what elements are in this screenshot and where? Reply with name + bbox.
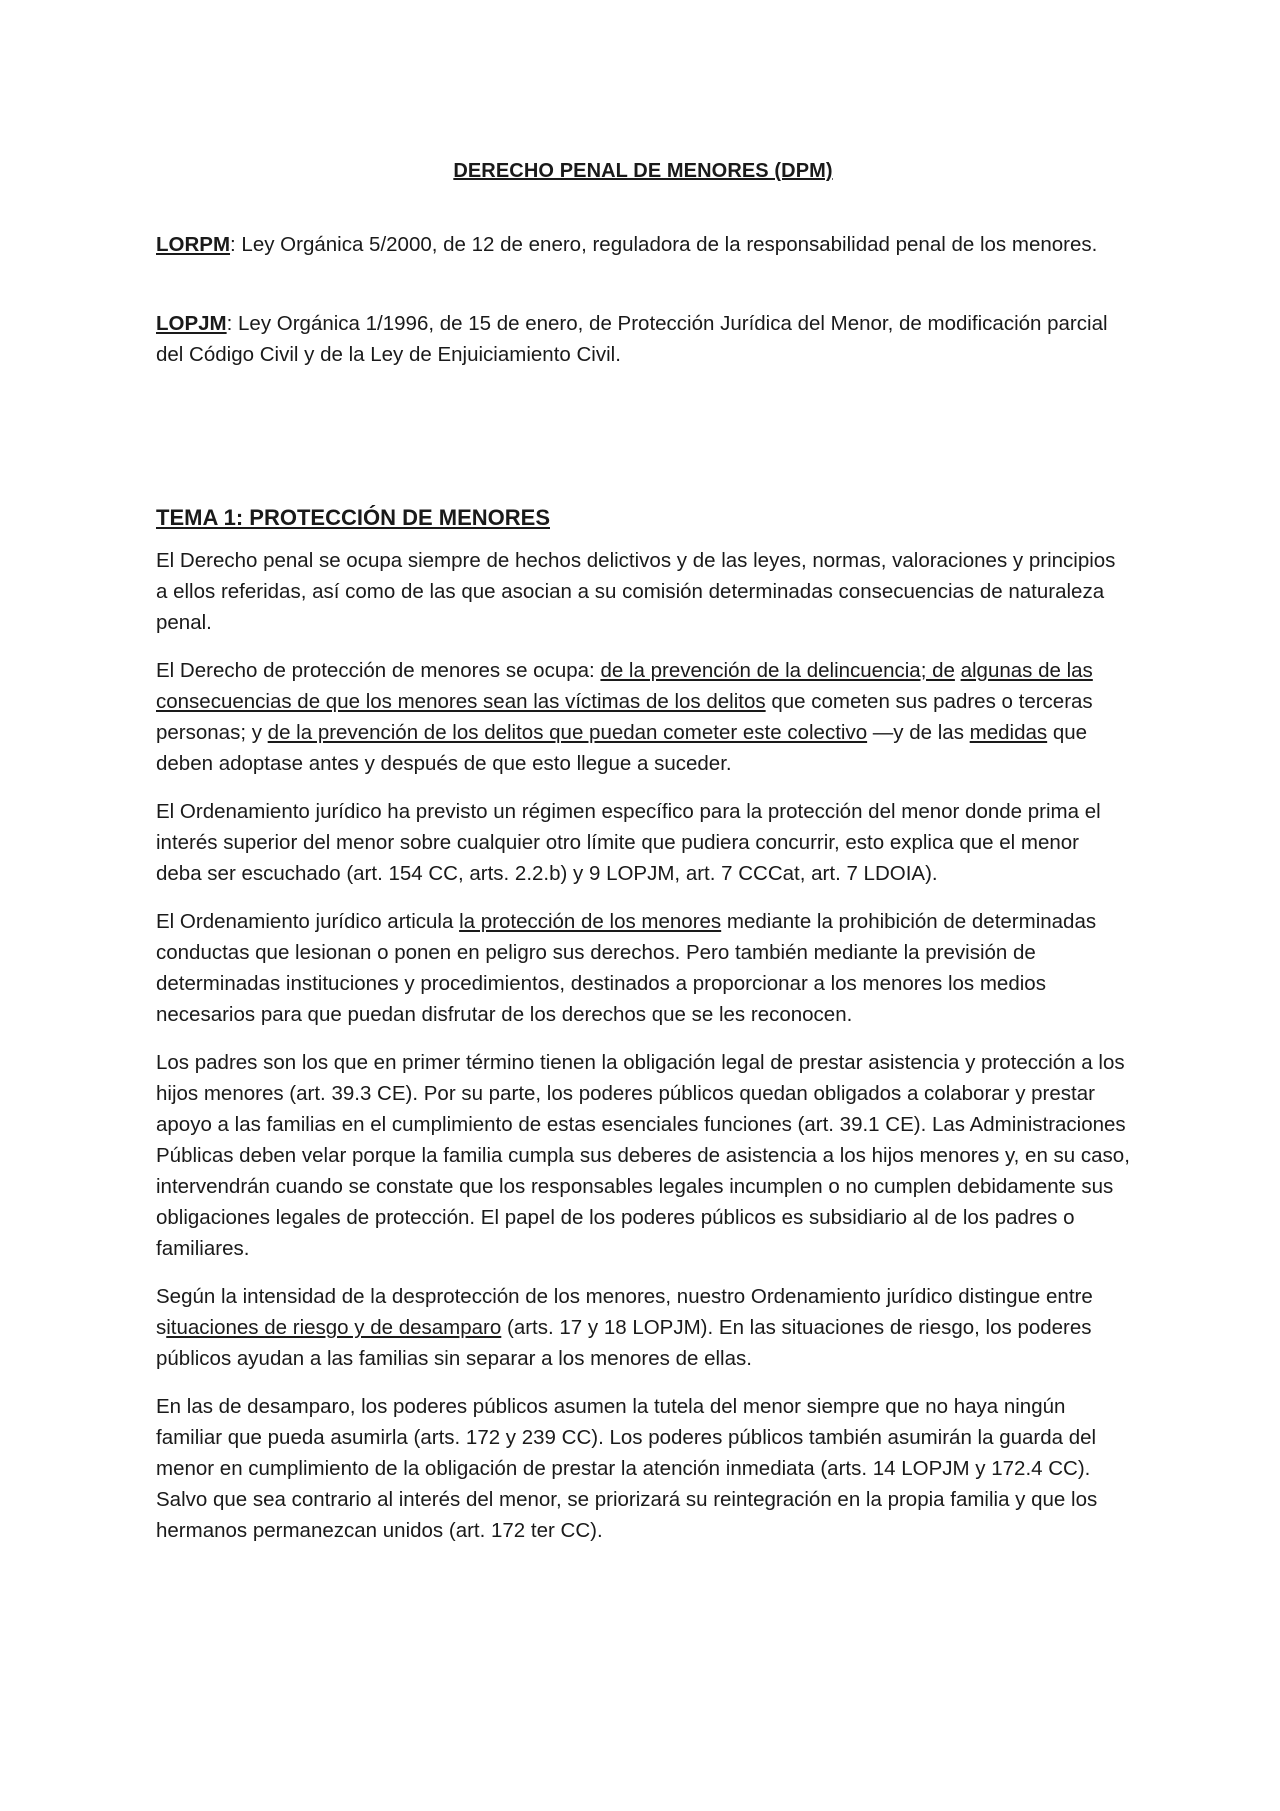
underlined-text: medidas <box>969 721 1048 744</box>
section-title: TEMA 1: PROTECCIÓN DE MENORES <box>156 505 550 530</box>
definition-lorpm <box>156 229 1130 260</box>
paragraph-text: que deben adoptase antes y después de que esto llegue a suceder. <box>156 721 1088 775</box>
definition-lopjm <box>156 308 1130 370</box>
definition-text: Ley Orgánica 5/2000, de 12 de enero, reguladora de la responsabilidad penal de los menores. <box>235 233 1098 256</box>
paragraph-text: El Derecho de protección de menores se ocupa: <box>156 659 601 682</box>
definition-abbr: LOPJM <box>156 312 227 335</box>
underlined-text: ituaciones de riesgo y de desamparo <box>166 1316 502 1339</box>
paragraph-text: Según la intensidad de la desprotección de los menores, nuestro Ordenamiento jurídico distingue entre s <box>156 1285 1093 1339</box>
paragraph-2 <box>156 655 1130 779</box>
definition-abbr: LORPM <box>156 233 231 256</box>
paragraph-text: —y de las <box>867 721 970 744</box>
paragraph-text: (arts. 17 y 18 LOPJM). En las situaciones de riesgo, los poderes públicos ayudan a las familias sin separar a los menores de ellas. <box>156 1316 1092 1370</box>
paragraph-text: mediante la prohibición de determinadas conductas que lesionan o ponen en peligro sus derechos. Pero también mediante la previsión de determinadas instituciones y procedimientos, destinados a proporcionar a los menores los medios necesarios para que puedan disfrutar de los derechos que se les reconocen. <box>156 910 1097 1026</box>
definition-separator: : <box>230 233 236 256</box>
paragraph-text: El Ordenamiento jurídico articula <box>156 910 460 933</box>
paragraph-6 <box>156 1281 1130 1374</box>
paragraph-4 <box>156 906 1130 1030</box>
paragraph-text: que cometen sus padres o terceras personas; y <box>156 690 1093 744</box>
definition-separator: : <box>226 312 233 335</box>
paragraph-3: El Ordenamiento jurídico ha previsto un régimen específico para la protección del menor donde prima el interés superior del menor sobre cualquier otro límite que pudiera concurrir, esto explica que el menor deba ser escuchado (art. 154 CC, arts. 2.2.b) y 9 LOPJM, art. 7 CCCat, art. 7 LDOIA). <box>156 800 1101 885</box>
underlined-text: la protección de los menores <box>459 910 722 933</box>
definition-text: Ley Orgánica 1/1996, de 15 de enero, de Protección Jurídica del Menor, de modificación parcial del Código Civil y de la Ley de Enjuiciamiento Civil. <box>156 312 1108 366</box>
underlined-text: de la prevención de los delitos que puedan cometer este colectivo <box>267 721 868 744</box>
paragraph-7: En las de desamparo, los poderes públicos asumen la tutela del menor siempre que no haya ningún familiar que pueda asumirla (arts. 172 y 239 CC). Los poderes públicos también asumirán la guarda del menor en cumplimiento de la obligación de prestar la atención inmediata (arts. 14 LOPJM y 172.4 CC). Salvo que sea contrario al interés del menor, se priorizará su reintegración en la propia familia y que los hermanos permanezcan unidos (art. 172 ter CC). <box>156 1395 1098 1542</box>
underlined-text: de la prevención de la delincuencia; de <box>600 659 955 682</box>
document-title: DERECHO PENAL DE MENORES (DPM) <box>453 160 833 182</box>
paragraph-5: Los padres son los que en primer término tienen la obligación legal de prestar asistencia y protección a los hijos menores (art. 39.3 CE). Por su parte, los poderes públicos quedan obligados a colaborar y prestar apoyo a las familias en el cumplimiento de estas esenciales funciones (art. 39.1 CE). Las Administraciones Públicas deben velar porque la familia cumpla sus deberes de asistencia a los hijos menores y, en su caso, intervendrán cuando se constate que los responsables legales incumplen o no cumplen debidamente sus obligaciones legales de protección. El papel de los poderes públicos es subsidiario al de los padres o familiares. <box>156 1051 1130 1260</box>
paragraph-1: El Derecho penal se ocupa siempre de hechos delictivos y de las leyes, normas, valoraciones y principios a ellos referidas, así como de las que asocian a su comisión determinadas consecuencias de naturaleza penal. <box>156 549 1116 634</box>
underlined-text: algunas de las consecuencias de que los menores sean las víctimas de los delitos <box>156 659 1093 713</box>
